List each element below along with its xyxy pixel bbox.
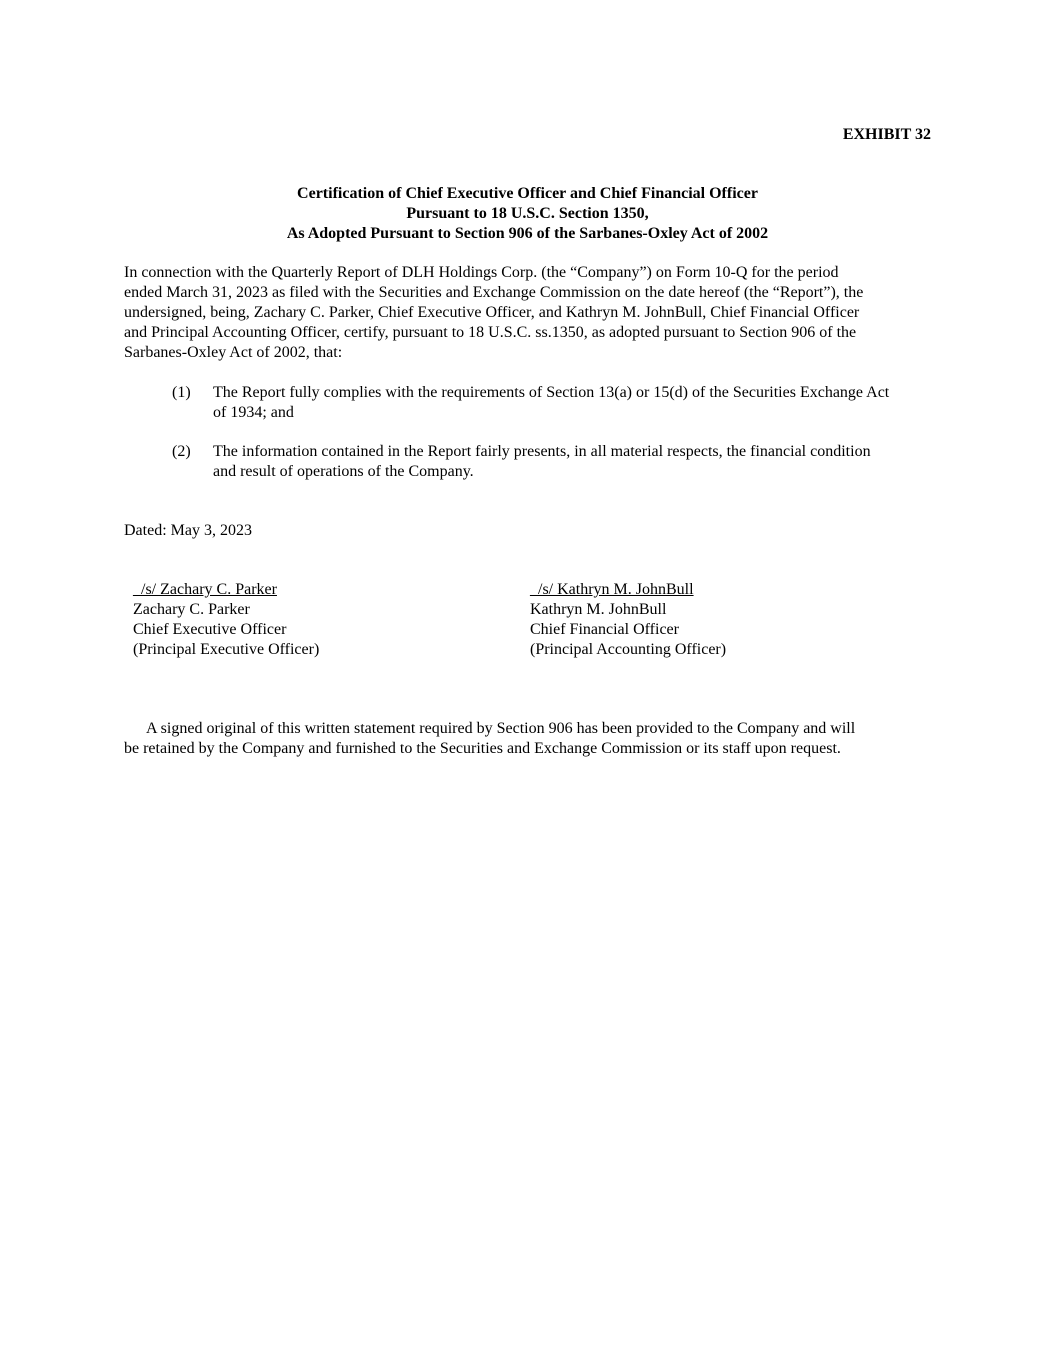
intro-paragraph xyxy=(124,263,924,363)
item-line: of 1934; and xyxy=(213,404,294,421)
title-line: Pursuant to 18 U.S.C. Section 1350, xyxy=(406,205,649,222)
signature-line: _/s/ Kathryn M. JohnBull xyxy=(530,581,694,598)
closing-paragraph xyxy=(124,719,924,759)
signatory-title: Chief Financial Officer xyxy=(530,621,679,638)
dated-line: Dated: May 3, 2023 xyxy=(124,522,252,539)
signatory-name: Zachary C. Parker xyxy=(133,601,250,618)
signatory-title: Chief Executive Officer xyxy=(133,621,287,638)
intro-line: ended March 31, 2023 as filed with the Securities and Exchange Commission on the date hereof (the “Report”), the xyxy=(124,284,864,301)
item-text xyxy=(213,383,952,423)
exhibit-label: EXHIBIT 32 xyxy=(842,126,931,143)
certification-item xyxy=(172,383,952,423)
closing-line: A signed original of this written statement required by Section 906 has been provided to the Company and will xyxy=(146,720,856,737)
item-text xyxy=(213,442,952,482)
intro-line: Sarbanes-Oxley Act of 2002, that: xyxy=(124,344,343,361)
closing-line: be retained by the Company and furnished to the Securities and Exchange Commission or its staff upon request. xyxy=(124,740,841,757)
intro-line: undersigned, being, Zachary C. Parker, Chief Executive Officer, and Kathryn M. JohnBull, Chief Financial Officer xyxy=(124,304,860,321)
item-line: and result of operations of the Company. xyxy=(213,463,474,480)
signatory-role: (Principal Accounting Officer) xyxy=(530,641,727,658)
signatory-role: (Principal Executive Officer) xyxy=(133,641,320,658)
item-line: The information contained in the Report fairly presents, in all material respects, the financial condition xyxy=(213,443,871,460)
signature-line: _/s/ Zachary C. Parker xyxy=(133,581,277,598)
item-line: The Report fully complies with the requirements of Section 13(a) or 15(d) of the Securities Exchange Act xyxy=(213,384,890,401)
intro-line: and Principal Accounting Officer, certify, pursuant to 18 U.S.C. ss.1350, as adopted pursuant to Section 906 of the xyxy=(124,324,857,341)
signature-block-cfo xyxy=(530,580,726,660)
item-number: (1) xyxy=(172,384,191,401)
signatory-name: Kathryn M. JohnBull xyxy=(530,601,667,618)
title-line: Certification of Chief Executive Officer and Chief Financial Officer xyxy=(297,185,758,202)
intro-line: In connection with the Quarterly Report of DLH Holdings Corp. (the “Company”) on Form 10-Q for the period xyxy=(124,264,839,281)
signature-block-ceo xyxy=(133,580,319,660)
certification-item xyxy=(172,442,952,482)
title-line: As Adopted Pursuant to Section 906 of the Sarbanes-Oxley Act of 2002 xyxy=(286,225,769,242)
certification-title xyxy=(0,184,1055,244)
item-number: (2) xyxy=(172,443,191,460)
